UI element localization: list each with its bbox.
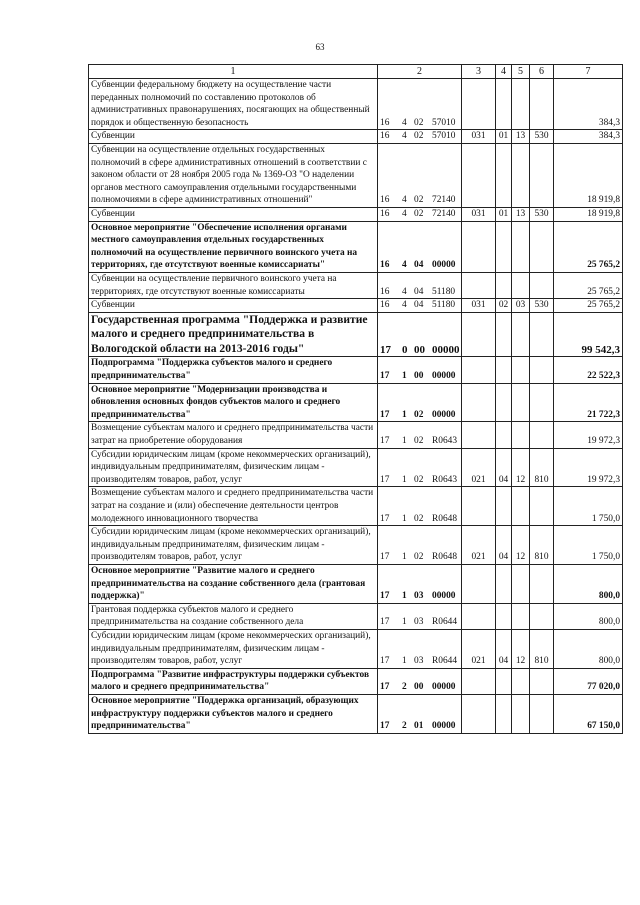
row-expense-type bbox=[462, 603, 496, 629]
row-expense-type: 031 bbox=[462, 299, 496, 313]
code-part: 03 bbox=[414, 656, 424, 667]
code-part: 2 bbox=[402, 721, 407, 732]
row-expense-type bbox=[462, 221, 496, 272]
row-kind: 530 bbox=[530, 299, 554, 313]
code-part: 1 bbox=[402, 474, 407, 485]
code-part: 17 bbox=[380, 591, 390, 602]
row-kind bbox=[530, 272, 554, 298]
code-part: 02 bbox=[414, 117, 424, 128]
row-kind: 810 bbox=[530, 526, 554, 565]
row-amount: 22 522,3 bbox=[554, 357, 623, 383]
row-subsection bbox=[512, 312, 530, 357]
row-section: 04 bbox=[496, 448, 512, 487]
code-part: 00000 bbox=[432, 682, 456, 693]
row-subsection: 12 bbox=[512, 448, 530, 487]
row-subsection: 12 bbox=[512, 629, 530, 668]
row-amount: 19 972,3 bbox=[554, 448, 623, 487]
row-name: Государственная программа "Поддержка и развитие малого и среднего предпринимательства в Вологодской области на 2013-2016 годы" bbox=[89, 312, 378, 357]
row-name: Основное мероприятие "Развитие малого и среднего предпринимательства на создание собственного дела (грантовая поддержка)" bbox=[89, 564, 378, 603]
row-target-code bbox=[378, 564, 462, 603]
code-part: 4 bbox=[402, 300, 407, 311]
code-part: 1 bbox=[402, 436, 407, 447]
table-row bbox=[89, 357, 623, 383]
table-row bbox=[89, 143, 623, 207]
code-part: 00000 bbox=[432, 591, 456, 602]
code-part: 04 bbox=[414, 300, 424, 311]
page-number: 63 bbox=[315, 42, 325, 52]
code-part: 02 bbox=[414, 409, 424, 420]
code-part: 17 bbox=[380, 371, 390, 382]
table-row bbox=[89, 668, 623, 694]
row-section bbox=[496, 221, 512, 272]
row-kind: 530 bbox=[530, 130, 554, 144]
table-row bbox=[89, 629, 623, 668]
row-kind bbox=[530, 603, 554, 629]
code-part: 57010 bbox=[432, 117, 456, 128]
row-subsection bbox=[512, 694, 530, 733]
column-header: 3 bbox=[462, 65, 496, 79]
row-section bbox=[496, 668, 512, 694]
code-part: 4 bbox=[402, 286, 407, 297]
code-part: 02 bbox=[414, 131, 424, 142]
code-part: 02 bbox=[414, 513, 424, 524]
row-subsection bbox=[512, 564, 530, 603]
row-section bbox=[496, 422, 512, 448]
budget-table bbox=[88, 64, 623, 734]
code-part: 17 bbox=[380, 617, 390, 628]
code-part: 02 bbox=[414, 208, 424, 219]
row-kind bbox=[530, 383, 554, 422]
row-name: Субвенции bbox=[89, 299, 378, 313]
code-part: 16 bbox=[380, 300, 390, 311]
code-part: 04 bbox=[414, 260, 424, 271]
row-target-code bbox=[378, 130, 462, 144]
code-part: 17 bbox=[380, 513, 390, 524]
row-target-code bbox=[378, 79, 462, 130]
row-target-code bbox=[378, 422, 462, 448]
row-name: Подпрограмма "Развитие инфраструктуры поддержки субъектов малого и среднего предпринимательства" bbox=[89, 668, 378, 694]
row-kind bbox=[530, 422, 554, 448]
row-section bbox=[496, 383, 512, 422]
row-section bbox=[496, 487, 512, 526]
row-amount: 800,0 bbox=[554, 603, 623, 629]
row-expense-type bbox=[462, 79, 496, 130]
row-target-code bbox=[378, 272, 462, 298]
code-part: 00000 bbox=[432, 721, 456, 732]
row-target-code bbox=[378, 207, 462, 221]
code-part: 16 bbox=[380, 131, 390, 142]
code-part: 4 bbox=[402, 131, 407, 142]
row-section: 02 bbox=[496, 299, 512, 313]
row-subsection bbox=[512, 487, 530, 526]
column-header: 5 bbox=[512, 65, 530, 79]
table-row bbox=[89, 312, 623, 357]
row-name: Основное мероприятие "Обеспечение исполнения органами местного самоуправления отдельных государственных полномочий на осуществление первичного воинского учета на территориях, где отсутствуют военные комиссариаты" bbox=[89, 221, 378, 272]
table-row bbox=[89, 603, 623, 629]
row-name: Субсидии юридическим лицам (кроме некоммерческих организаций), индивидуальным предпринимателям, физическим лицам - производителям товаров, работ, услуг bbox=[89, 629, 378, 668]
code-part: R0643 bbox=[432, 474, 458, 485]
code-part: 16 bbox=[380, 286, 390, 297]
code-part: 1 bbox=[402, 513, 407, 524]
row-expense-type bbox=[462, 564, 496, 603]
table-row bbox=[89, 79, 623, 130]
row-kind bbox=[530, 694, 554, 733]
table-row bbox=[89, 487, 623, 526]
row-kind bbox=[530, 143, 554, 207]
code-part: 00000 bbox=[432, 343, 460, 356]
row-section bbox=[496, 603, 512, 629]
table-row bbox=[89, 221, 623, 272]
row-section bbox=[496, 357, 512, 383]
row-name: Возмещение субъектам малого и среднего предпринимательства части затрат на создание и (или) обеспечение деятельности центров молодежного инновационного творчества bbox=[89, 487, 378, 526]
row-expense-type: 021 bbox=[462, 448, 496, 487]
code-part: 1 bbox=[402, 552, 407, 563]
table-row bbox=[89, 130, 623, 144]
table-row bbox=[89, 448, 623, 487]
column-header: 7 bbox=[554, 65, 623, 79]
row-amount: 99 542,3 bbox=[554, 312, 623, 357]
row-kind bbox=[530, 487, 554, 526]
row-target-code bbox=[378, 629, 462, 668]
code-part: R0643 bbox=[432, 436, 458, 447]
row-amount: 1 750,0 bbox=[554, 526, 623, 565]
row-subsection: 13 bbox=[512, 130, 530, 144]
row-target-code bbox=[378, 668, 462, 694]
table-row bbox=[89, 564, 623, 603]
code-part: 01 bbox=[414, 721, 424, 732]
row-target-code bbox=[378, 221, 462, 272]
table-row bbox=[89, 272, 623, 298]
row-name: Субвенции bbox=[89, 130, 378, 144]
code-part: 17 bbox=[380, 552, 390, 563]
row-target-code bbox=[378, 299, 462, 313]
row-amount: 25 765,2 bbox=[554, 272, 623, 298]
code-part: 02 bbox=[414, 195, 424, 206]
code-part: 00000 bbox=[432, 371, 456, 382]
code-part: 00 bbox=[414, 343, 425, 356]
code-part: 17 bbox=[380, 436, 390, 447]
row-target-code bbox=[378, 143, 462, 207]
row-section: 01 bbox=[496, 130, 512, 144]
row-section bbox=[496, 272, 512, 298]
code-part: 16 bbox=[380, 117, 390, 128]
row-name: Возмещение субъектам малого и среднего предпринимательства части затрат на приобретение оборудования bbox=[89, 422, 378, 448]
table-row bbox=[89, 207, 623, 221]
row-expense-type: 031 bbox=[462, 130, 496, 144]
code-part: 17 bbox=[380, 682, 390, 693]
row-subsection bbox=[512, 668, 530, 694]
row-expense-type bbox=[462, 422, 496, 448]
code-part: R0644 bbox=[432, 656, 458, 667]
code-part: 4 bbox=[402, 260, 407, 271]
code-part: 1 bbox=[402, 371, 407, 382]
row-amount: 800,0 bbox=[554, 564, 623, 603]
code-part: 1 bbox=[402, 591, 407, 602]
code-part: 02 bbox=[414, 436, 424, 447]
row-expense-type bbox=[462, 312, 496, 357]
code-part: 16 bbox=[380, 195, 390, 206]
row-section bbox=[496, 694, 512, 733]
code-part: 51180 bbox=[432, 300, 456, 311]
row-kind bbox=[530, 79, 554, 130]
row-subsection: 03 bbox=[512, 299, 530, 313]
row-subsection bbox=[512, 79, 530, 130]
table-row bbox=[89, 383, 623, 422]
row-name: Грантовая поддержка субъектов малого и среднего предпринимательства на создание собственного дела bbox=[89, 603, 378, 629]
row-section bbox=[496, 564, 512, 603]
row-section bbox=[496, 143, 512, 207]
code-part: 00 bbox=[414, 682, 424, 693]
row-amount: 21 722,3 bbox=[554, 383, 623, 422]
code-part: 57010 bbox=[432, 131, 456, 142]
row-expense-type bbox=[462, 272, 496, 298]
row-target-code bbox=[378, 487, 462, 526]
column-header: 4 bbox=[496, 65, 512, 79]
row-amount: 19 972,3 bbox=[554, 422, 623, 448]
row-expense-type bbox=[462, 487, 496, 526]
row-target-code bbox=[378, 312, 462, 357]
row-kind bbox=[530, 312, 554, 357]
row-kind: 530 bbox=[530, 207, 554, 221]
row-section bbox=[496, 79, 512, 130]
row-name: Субвенции на осуществление отдельных государственных полномочий в сфере административных отношений в соответствии с законом области от 28 ноября 2005 года № 1369-ОЗ "О наделении органов местного самоуправления отдельными государственными полномочиями в сфере административных отношений" bbox=[89, 143, 378, 207]
row-expense-type bbox=[462, 357, 496, 383]
row-amount: 77 020,0 bbox=[554, 668, 623, 694]
column-header: 6 bbox=[530, 65, 554, 79]
row-name: Субвенции на осуществление первичного воинского учета на территориях, где отсутствуют военные комиссариаты bbox=[89, 272, 378, 298]
row-subsection bbox=[512, 603, 530, 629]
code-part: 04 bbox=[414, 286, 424, 297]
code-part: 17 bbox=[380, 474, 390, 485]
code-part: 1 bbox=[402, 409, 407, 420]
row-name: Подпрограмма "Поддержка субъектов малого и среднего предпринимательства" bbox=[89, 357, 378, 383]
row-expense-type: 031 bbox=[462, 207, 496, 221]
row-name: Субсидии юридическим лицам (кроме некоммерческих организаций), индивидуальным предпринимателям, физическим лицам - производителям товаров, работ, услуг bbox=[89, 448, 378, 487]
row-expense-type bbox=[462, 143, 496, 207]
code-part: 1 bbox=[402, 656, 407, 667]
row-name: Субсидии юридическим лицам (кроме некоммерческих организаций), индивидуальным предпринимателям, физическим лицам - производителям товаров, работ, услуг bbox=[89, 526, 378, 565]
row-expense-type bbox=[462, 694, 496, 733]
row-subsection bbox=[512, 272, 530, 298]
row-kind bbox=[530, 564, 554, 603]
code-part: 17 bbox=[380, 721, 390, 732]
table-row bbox=[89, 299, 623, 313]
code-part: 17 bbox=[380, 343, 391, 356]
table-row bbox=[89, 526, 623, 565]
row-name: Субвенции bbox=[89, 207, 378, 221]
code-part: 02 bbox=[414, 474, 424, 485]
table-row bbox=[89, 422, 623, 448]
row-subsection bbox=[512, 221, 530, 272]
code-part: 0 bbox=[402, 343, 408, 356]
code-part: 51180 bbox=[432, 286, 456, 297]
code-part: 17 bbox=[380, 409, 390, 420]
row-expense-type: 021 bbox=[462, 629, 496, 668]
row-name: Основное мероприятие "Поддержка организаций, образующих инфраструктуру поддержки субъектов малого и среднего предпринимательства" bbox=[89, 694, 378, 733]
row-subsection: 13 bbox=[512, 207, 530, 221]
table-row bbox=[89, 694, 623, 733]
code-part: 72140 bbox=[432, 195, 456, 206]
row-amount: 18 919,8 bbox=[554, 143, 623, 207]
row-target-code bbox=[378, 357, 462, 383]
code-part: R0648 bbox=[432, 552, 458, 563]
row-kind bbox=[530, 668, 554, 694]
row-amount: 18 919,8 bbox=[554, 207, 623, 221]
row-kind: 810 bbox=[530, 629, 554, 668]
row-section bbox=[496, 312, 512, 357]
column-header: 2 bbox=[378, 65, 462, 79]
code-part: 02 bbox=[414, 552, 424, 563]
row-amount: 800,0 bbox=[554, 629, 623, 668]
row-amount: 384,3 bbox=[554, 130, 623, 144]
row-amount: 67 150,0 bbox=[554, 694, 623, 733]
row-amount: 384,3 bbox=[554, 79, 623, 130]
row-subsection: 12 bbox=[512, 526, 530, 565]
row-subsection bbox=[512, 383, 530, 422]
code-part: 16 bbox=[380, 260, 390, 271]
code-part: 2 bbox=[402, 682, 407, 693]
row-section: 04 bbox=[496, 526, 512, 565]
row-subsection bbox=[512, 143, 530, 207]
code-part: 00 bbox=[414, 371, 424, 382]
row-expense-type bbox=[462, 668, 496, 694]
row-section: 04 bbox=[496, 629, 512, 668]
code-part: 4 bbox=[402, 117, 407, 128]
row-kind: 810 bbox=[530, 448, 554, 487]
row-target-code bbox=[378, 448, 462, 487]
row-section: 01 bbox=[496, 207, 512, 221]
code-part: 16 bbox=[380, 208, 390, 219]
code-part: 17 bbox=[380, 656, 390, 667]
row-name: Основное мероприятие "Модернизации производства и обновления основных фондов субъектов малого и среднего предпринимательства" bbox=[89, 383, 378, 422]
code-part: 03 bbox=[414, 617, 424, 628]
code-part: 4 bbox=[402, 195, 407, 206]
row-amount: 1 750,0 bbox=[554, 487, 623, 526]
code-part: R0648 bbox=[432, 513, 458, 524]
row-amount: 25 765,2 bbox=[554, 221, 623, 272]
row-subsection bbox=[512, 422, 530, 448]
row-expense-type bbox=[462, 383, 496, 422]
row-kind bbox=[530, 357, 554, 383]
code-part: 4 bbox=[402, 208, 407, 219]
row-target-code bbox=[378, 526, 462, 565]
column-header: 1 bbox=[89, 65, 378, 79]
code-part: 00000 bbox=[432, 409, 456, 420]
row-target-code bbox=[378, 383, 462, 422]
code-part: R0644 bbox=[432, 617, 458, 628]
code-part: 00000 bbox=[432, 260, 456, 271]
code-part: 72140 bbox=[432, 208, 456, 219]
row-subsection bbox=[512, 357, 530, 383]
column-header-row bbox=[89, 65, 623, 79]
row-target-code bbox=[378, 694, 462, 733]
row-amount: 25 765,2 bbox=[554, 299, 623, 313]
row-expense-type: 021 bbox=[462, 526, 496, 565]
code-part: 03 bbox=[414, 591, 424, 602]
row-kind bbox=[530, 221, 554, 272]
code-part: 1 bbox=[402, 617, 407, 628]
row-target-code bbox=[378, 603, 462, 629]
row-name: Субвенции федеральному бюджету на осуществление части переданных полномочий по составлению протоколов об административных правонарушениях, посягающих на общественный порядок и общественную безопасность bbox=[89, 79, 378, 130]
